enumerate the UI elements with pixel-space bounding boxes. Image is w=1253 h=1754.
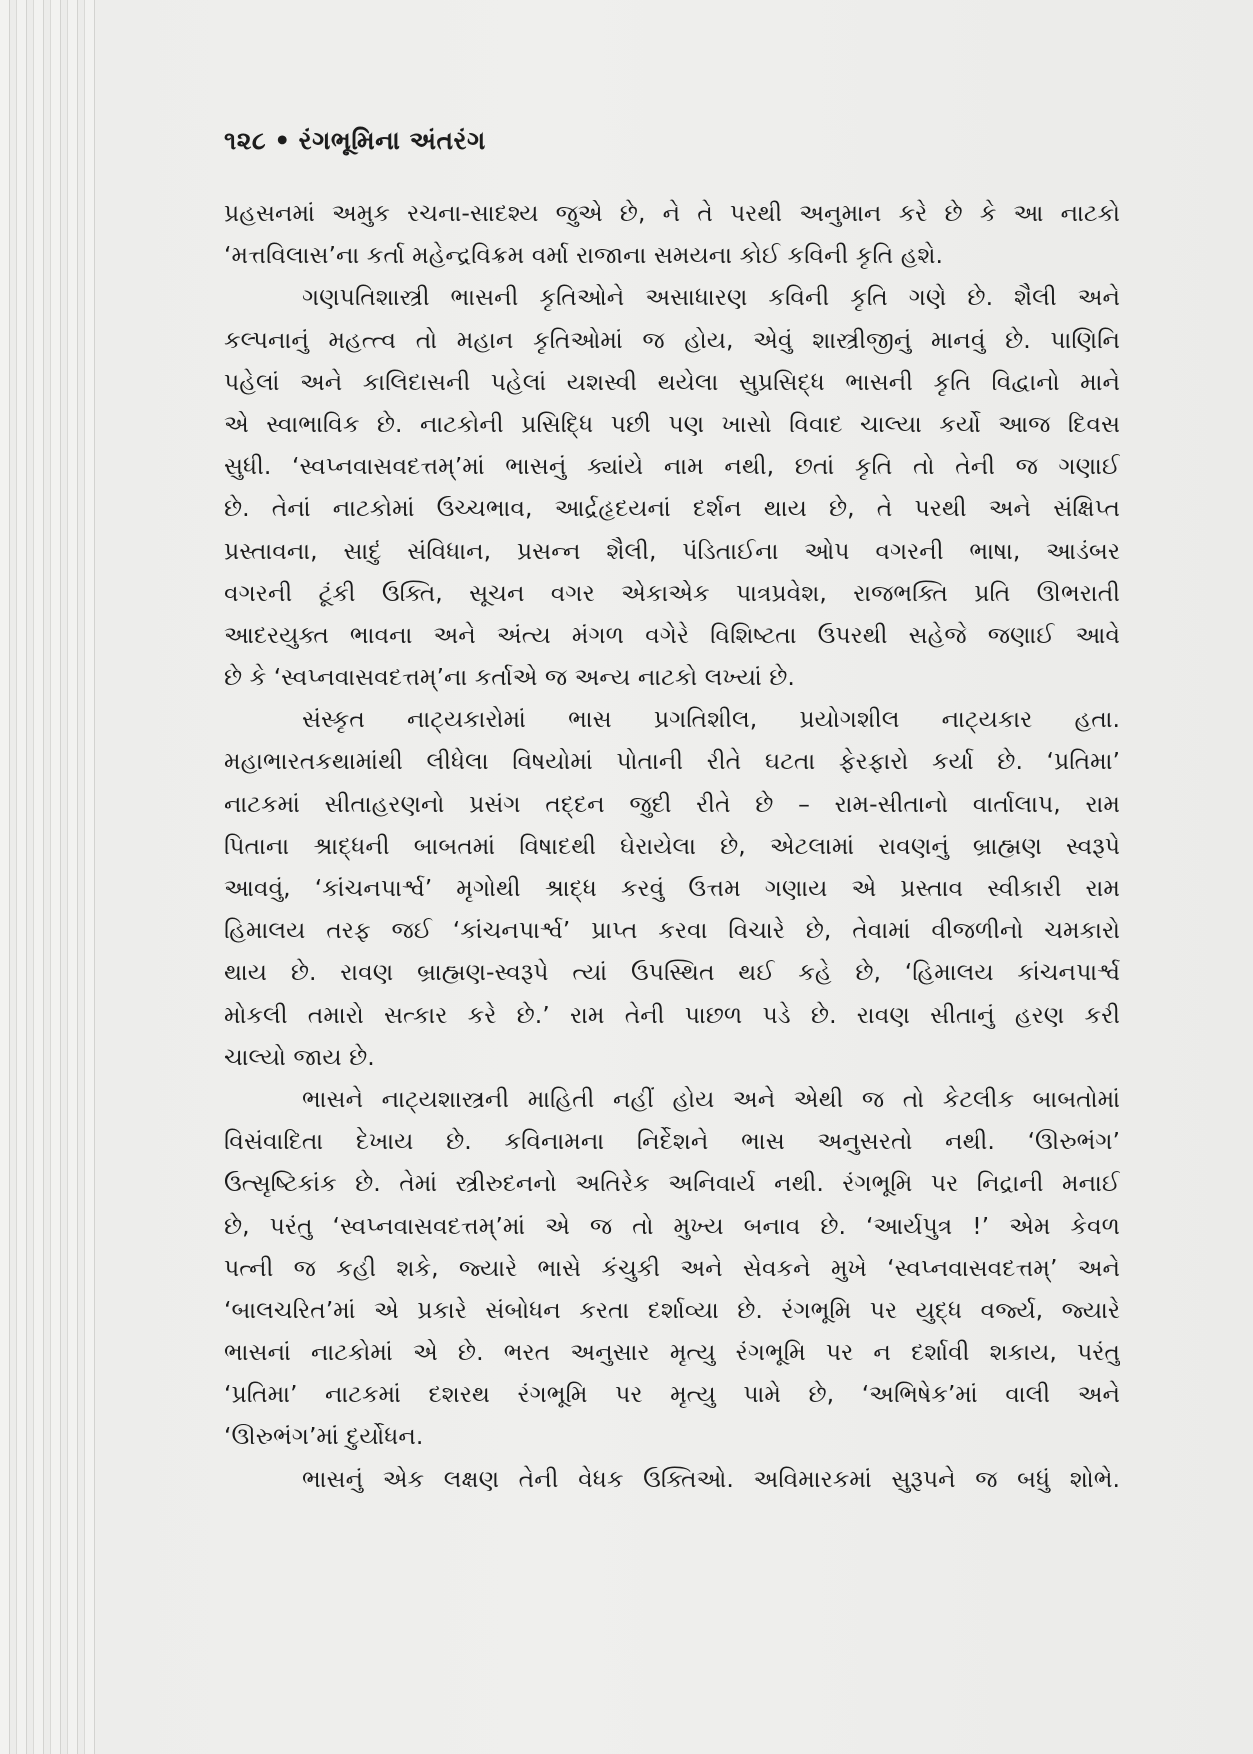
text-line: છે, પરંતુ ‘સ્વપ્નવાસવદત્તમ્’માં એ જ તો મુખ્ય બનાવ છે. ‘આર્યપુત્ર !’ એમ કેવળ [224, 1211, 1120, 1240]
text-line: વગરની ટૂંકી ઉક્તિ, સૂચન વગર એકાએક પાત્રપ્રવેશ, રાજભક્તિ પ્રતિ ઊભરાતી [224, 578, 1120, 607]
text-line: ‘મત્તવિલાસ’ના કર્તા મહેન્દ્રવિક્રમ વર્મા રાજાના સમયના કોઈ કવિની કૃતિ હશે. [224, 241, 944, 270]
page-edges [0, 0, 95, 1754]
running-head [224, 126, 486, 156]
text-line: ભાસનાં નાટકોમાં એ છે. ભરત અનુસાર મૃત્યુ રંગભૂમિ પર ન દર્શાવી શકાય, પરંતુ [224, 1338, 1120, 1367]
text-line: વિસંવાદિતા દેખાય છે. કવિનામના નિર્દેશને ભાસ અનુસરતો નથી. ‘ઊરુભંગ’ [224, 1127, 1120, 1156]
text-line: પ્રહસનમાં અમુક રચના-સાદશ્ય જુએ છે, ને તે પરથી અનુમાન કરે છે કે આ નાટકો [224, 199, 1120, 227]
text-line: ચાલ્યો જાય છે. [224, 1042, 375, 1071]
page-number: ૧૨૮ [224, 126, 267, 155]
text-line: છે કે ‘સ્વપ્નવાસવદત્તમ્’ના કર્તાએ જ અન્ય નાટકો લખ્યાં છે. [224, 663, 795, 692]
text-line: પહેલાં અને કાલિદાસની પહેલાં યશસ્વી થયેલા સુપ્રસિદ્ધ ભાસની કૃતિ વિદ્વાનો માને [224, 367, 1120, 396]
text-line: ‘ઊરુભંગ’માં દુર્યોધન. [224, 1422, 424, 1451]
text-line: પિતાના શ્રાદ્ધની બાબતમાં વિષાદથી ઘેરાયેલા છે, એટલામાં રાવણનું બ્રાહ્મણ સ્વરૂપે [224, 831, 1120, 860]
text-line: આવવું, ‘કાંચનપાર્શ્વ’ મૃગોથી શ્રાદ્ધ કરવું ઉત્તમ ગણાય એ પ્રસ્તાવ સ્વીકારી રામ [224, 874, 1120, 902]
text-line: એ સ્વાભાવિક છે. નાટકોની પ્રસિદ્ધિ પછી પણ ખાસો વિવાદ ચાલ્યા કર્યો આજ દિવસ [224, 409, 1120, 438]
text-line: સંસ્કૃત નાટ્યકારોમાં ભાસ પ્રગતિશીલ, પ્રયોગશીલ નાટ્યકાર હતા. [302, 705, 1120, 734]
body-text [224, 192, 1120, 1500]
text-line: નાટકમાં સીતાહરણનો પ્રસંગ તદ્દન જુદી રીતે છે – રામ-સીતાનો વાર્તાલાપ, રામ [224, 789, 1120, 818]
text-line: ભાસનું એક લક્ષણ તેની વેધક ઉક્તિઓ. અવિમારકમાં સુરૂપને જ બધું શોભે. [302, 1464, 1120, 1493]
text-line: છે. તેનાં નાટકોમાં ઉચ્ચભાવ, આર્દ્રહૃદયનાં દર્શન થાય છે, તે પરથી અને સંક્ષિપ્ત [224, 494, 1120, 523]
text-line: થાય છે. રાવણ બ્રાહ્મણ-સ્વરૂપે ત્યાં ઉપસ્થિત થઈ કહે છે, ‘હિમાલય કાંચનપાર્શ્વ [224, 958, 1120, 987]
text-line: ભાસને નાટ્યશાસ્ત્રની માહિતી નહીં હોય અને એથી જ તો કેટલીક બાબતોમાં [302, 1084, 1120, 1113]
text-line: ગણપતિશાસ્ત્રી ભાસની કૃતિઓને અસાધારણ કવિની કૃતિ ગણે છે. શૈલી અને [302, 283, 1120, 312]
text-line: મોકલી તમારો સત્કાર કરે છે.’ રામ તેની પાછળ પડે છે. રાવણ સીતાનું હરણ કરી [224, 1000, 1120, 1029]
text-line: આદરયુક્ત ભાવના અને અંત્ય મંગળ વગેરે વિશિષ્ટતા ઉપરથી સહેજે જણાઈ આવે [224, 620, 1120, 649]
book-title: રંગભૂમિના અંતરંગ [298, 126, 486, 155]
text-line: કલ્પનાનું મહત્ત્વ તો મહાન કૃતિઓમાં જ હોય, એવું શાસ્ત્રીજીનું માનવું છે. પાણિનિ [224, 325, 1120, 354]
text-line: પત્ની જ કહી શકે, જ્યારે ભાસે કંચુકી અને સેવકને મુખે ‘સ્વપ્નવાસવદત્તમ્’ અને [224, 1253, 1120, 1282]
text-line: સુધી. ‘સ્વપ્નવાસવદત્તમ્’માં ભાસનું ક્યાંયે નામ નથી, છતાં કૃતિ તો તેની જ ગણાઈ [224, 452, 1120, 481]
text-line: મહાભારતકથામાંથી લીધેલા વિષયોમાં પોતાની રીતે ઘટતા ફેરફારો કર્યા છે. ‘પ્રતિમા’ [224, 747, 1120, 776]
text-line: ‘બાલચરિત’માં એ પ્રકારે સંબોધન કરતા દર્શાવ્યા છે. રંગભૂમિ પર યુદ્ધ વર્જ્ય, જ્યારે [224, 1295, 1120, 1324]
text-line: હિમાલય તરફ જઈ ‘કાંચનપાર્શ્વ’ પ્રાપ્ત કરવા વિચારે છે, તેવામાં વીજળીનો ચમકારો [224, 916, 1120, 945]
text-line: ઉત્સૃષ્ટિકાંક છે. તેમાં સ્ત્રીરુદનનો અતિરેક અનિવાર્ય નથી. રંગભૂમિ પર નિદ્રાની મનાઈ [224, 1169, 1120, 1198]
text-line: ‘પ્રતિમા’ નાટકમાં દશરથ રંગભૂમિ પર મૃત્યુ પામે છે, ‘અભિષેક’માં વાલી અને [224, 1380, 1120, 1409]
header-separator: • [274, 126, 291, 155]
text-line: પ્રસ્તાવના, સાદું સંવિધાન, પ્રસન્ન શૈલી, પંડિતાઈના ઓપ વગરની ભાષા, આડંબર [224, 536, 1120, 565]
